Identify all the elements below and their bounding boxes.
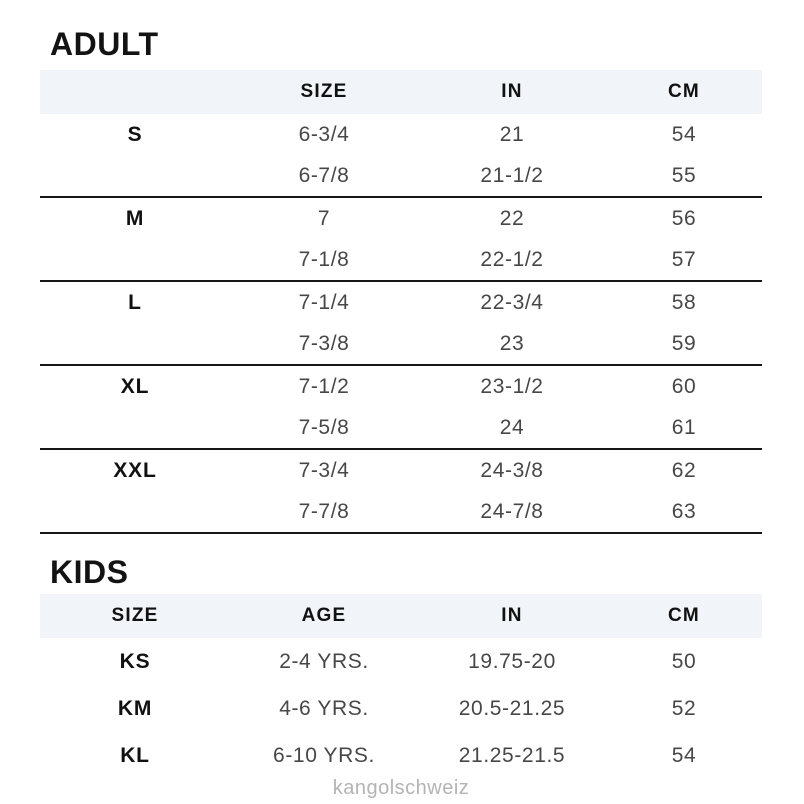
- cm-value: 55: [671, 163, 697, 187]
- size-label: KS: [119, 649, 151, 673]
- size-label: L: [128, 290, 142, 314]
- in-value: 20.5-21.25: [458, 696, 566, 720]
- in-value: 23: [499, 331, 525, 355]
- cm-value: 57: [671, 247, 697, 271]
- table-row: [40, 491, 762, 532]
- adult-group-xl: [40, 366, 762, 450]
- size-label: KM: [117, 696, 153, 720]
- size-value: 7-3/4: [298, 458, 350, 482]
- size-value: 7-7/8: [298, 499, 350, 523]
- table-row: [40, 638, 762, 685]
- in-value: 24-7/8: [480, 499, 544, 523]
- table-row: [40, 323, 762, 364]
- cm-value: 50: [671, 649, 697, 673]
- kids-header-age: AGE: [301, 605, 347, 626]
- size-value: 7: [317, 206, 331, 230]
- table-row: [40, 366, 762, 407]
- cm-value: 63: [671, 499, 697, 523]
- size-chart-page: [40, 26, 762, 800]
- adult-header-cm: CM: [668, 81, 700, 102]
- table-row: [40, 239, 762, 280]
- size-value: 6-7/8: [298, 163, 350, 187]
- table-row: [40, 685, 762, 732]
- age-value: 4-6 YRS.: [279, 696, 369, 720]
- cm-value: 60: [671, 374, 697, 398]
- size-label-empty: [40, 239, 230, 280]
- cm-value: 58: [671, 290, 697, 314]
- cm-value: 61: [671, 415, 697, 439]
- size-value: 7-1/4: [298, 290, 350, 314]
- in-value: 24-3/8: [480, 458, 544, 482]
- in-value: 22-3/4: [480, 290, 544, 314]
- in-value: 21.25-21.5: [458, 743, 566, 767]
- size-label: KL: [120, 743, 150, 767]
- size-value: 7-1/2: [298, 374, 350, 398]
- in-value: 21-1/2: [480, 163, 544, 187]
- size-value: 7-1/8: [298, 247, 350, 271]
- age-value: 2-4 YRS.: [279, 649, 369, 673]
- kids-header-size: SIZE: [111, 605, 159, 626]
- size-label: XXL: [113, 458, 157, 482]
- adult-section-title: ADULT: [50, 26, 159, 62]
- in-value: 19.75-20: [468, 649, 556, 673]
- size-value: 7-3/8: [298, 331, 350, 355]
- adult-table-header-row: [40, 70, 762, 114]
- size-label-empty: [40, 155, 230, 196]
- cm-value: 59: [671, 331, 697, 355]
- size-value: 6-3/4: [298, 122, 350, 146]
- cm-value: 62: [671, 458, 697, 482]
- size-label: S: [127, 122, 143, 146]
- adult-group-l: [40, 282, 762, 366]
- adult-size-table: [40, 70, 762, 534]
- size-label-empty: [40, 491, 230, 532]
- size-label-empty: [40, 407, 230, 448]
- table-row: [40, 114, 762, 155]
- kids-header-cm: CM: [668, 605, 700, 626]
- in-value: 23-1/2: [480, 374, 544, 398]
- kids-size-table: [40, 594, 762, 779]
- table-row: [40, 198, 762, 239]
- table-row: [40, 407, 762, 448]
- adult-header-size: SIZE: [300, 81, 348, 102]
- watermark: kangolschweiz: [332, 777, 470, 799]
- table-row: [40, 732, 762, 779]
- adult-header-blank: [40, 70, 230, 114]
- kids-header-in: IN: [501, 605, 523, 626]
- cm-value: 56: [671, 206, 697, 230]
- in-value: 22-1/2: [480, 247, 544, 271]
- adult-group-xxl: [40, 450, 762, 534]
- in-value: 21: [499, 122, 525, 146]
- size-label-empty: [40, 323, 230, 364]
- kids-table-header-row: [40, 594, 762, 638]
- adult-group-s: [40, 114, 762, 198]
- cm-value: 54: [671, 743, 697, 767]
- cm-value: 54: [671, 122, 697, 146]
- size-label: M: [125, 206, 145, 230]
- kids-section-title: KIDS: [50, 554, 129, 590]
- in-value: 22: [499, 206, 525, 230]
- cm-value: 52: [671, 696, 697, 720]
- table-row: [40, 282, 762, 323]
- table-row: [40, 450, 762, 491]
- table-row: [40, 155, 762, 196]
- adult-header-in: IN: [501, 81, 523, 102]
- age-value: 6-10 YRS.: [273, 743, 375, 767]
- in-value: 24: [499, 415, 525, 439]
- size-label: XL: [120, 374, 150, 398]
- adult-group-m: [40, 198, 762, 282]
- size-value: 7-5/8: [298, 415, 350, 439]
